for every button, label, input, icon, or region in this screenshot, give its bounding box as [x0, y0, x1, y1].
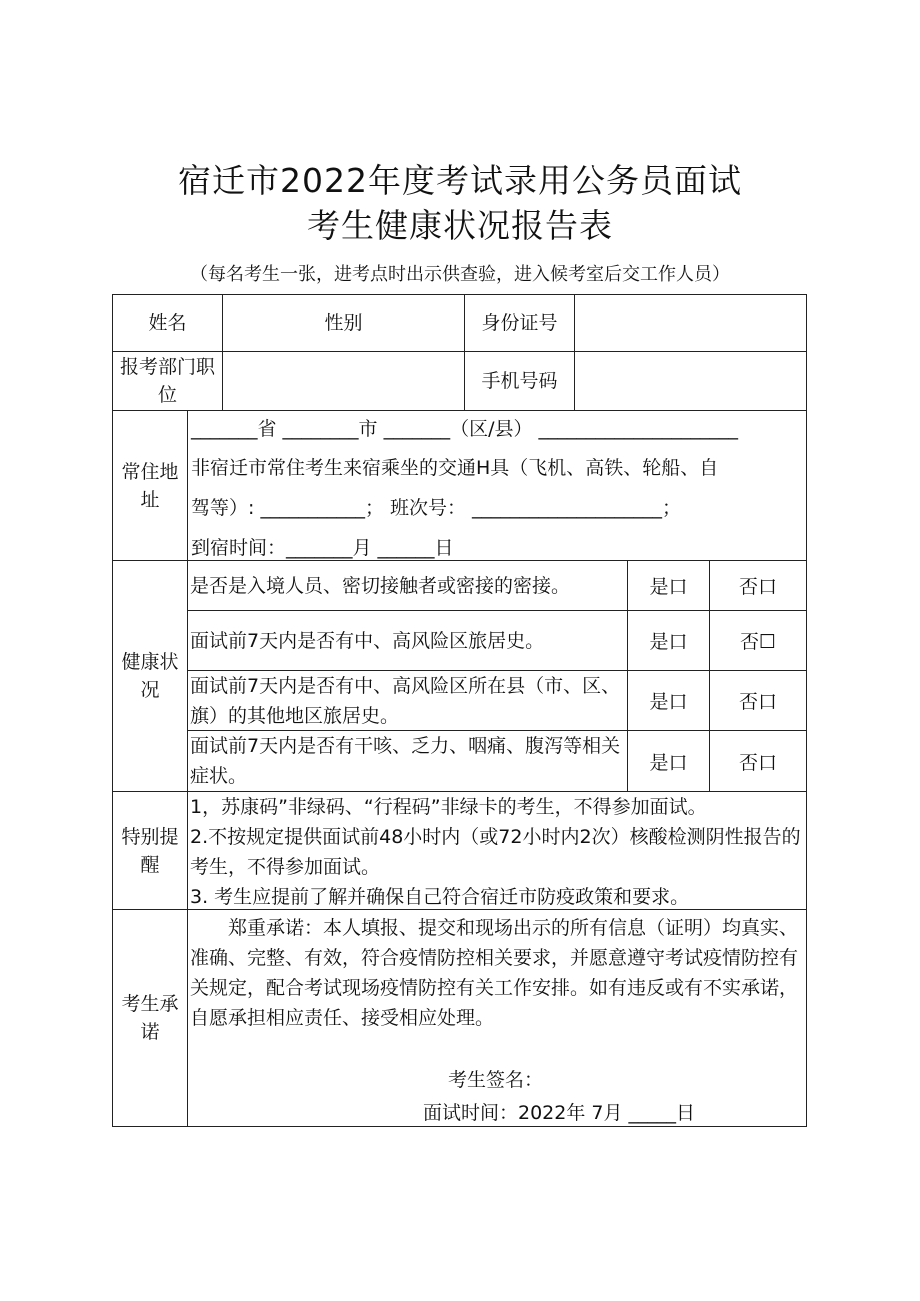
- promise-label: 考生承诺: [112, 909, 188, 1127]
- dept-position-field[interactable]: [222, 351, 465, 411]
- health-question-2: 面试前7天内是否有中、高风险区旅居史。: [187, 610, 628, 671]
- gender-label: 性别: [222, 294, 465, 352]
- health-q1-yes-checkbox[interactable]: 是口: [627, 560, 710, 611]
- page-title-line2: 考生健康状况报告表: [307, 206, 613, 245]
- health-question-3: 面试前7天内是否有中、高风险区所在县（市、区、旗）的其他地区旅居史。: [187, 670, 628, 731]
- name-label: 姓名: [112, 294, 223, 352]
- health-q2-yes-checkbox[interactable]: 是口: [627, 610, 710, 671]
- promise-section: [187, 909, 807, 1127]
- phone-label: 手机号码: [464, 351, 575, 411]
- id-number-field[interactable]: [574, 294, 807, 352]
- phone-field[interactable]: [574, 351, 807, 411]
- special-reminder-item-1: 1，苏康码”非绿码、“行程码”非绿卡的考生，不得参加面试。: [190, 796, 707, 818]
- signature-label: 考生签名：: [448, 1069, 544, 1091]
- page-title-line1: 宿迁市2022年度考试录用公务员面试: [178, 161, 742, 200]
- health-q2-no-checkbox[interactable]: 否☐: [709, 610, 807, 671]
- health-question-4: 面试前7天内是否有干咳、乏力、咽痛、腹泻等相关症状。: [187, 730, 628, 792]
- health-q1-no-checkbox[interactable]: 否口: [709, 560, 807, 611]
- special-reminder-item-3: 3. 考生应提前了解并确保自己符合宿迁市防疫政策和要求。: [190, 886, 690, 908]
- promise-text: 郑重承诺：本人填报、提交和现场出示的所有信息（证明）均真实、准确、完整、有效，符合疫情防控相关要求，并愿意遵守考试疫情防控有关规定，配合考试现场疫情防控有关工作安排。如有违反或有不实承诺，自愿承担相应责任、接受相应处理。: [190, 917, 799, 1029]
- special-reminder-item-2: 2.不按规定提供面试前48小时内（或72小时内2次）核酸检测阴性报告的考生，不得参加面试。: [190, 826, 801, 878]
- page-subtitle: （每名考生一张，进考点时出示供查验，进入候考室后交工作人员）: [190, 264, 730, 285]
- health-label: 健康状况: [112, 560, 188, 792]
- id-number-label: 身份证号: [464, 294, 575, 352]
- address-label: 常住地址: [112, 410, 188, 561]
- interview-date-text[interactable]: 面试时间：2022年 7月 _____日: [423, 1102, 696, 1124]
- address-line-1[interactable]: _______省 ________市 _______（区/县） _____________________: [191, 418, 739, 440]
- health-q3-yes-checkbox[interactable]: 是口: [627, 670, 710, 731]
- dept-position-label: 报考部门职位: [112, 351, 223, 411]
- health-q4-yes-checkbox[interactable]: 是口: [627, 730, 710, 792]
- address-section: [187, 410, 807, 561]
- special-reminder-section: [187, 791, 807, 910]
- special-reminder-label: 特别提醒: [112, 791, 188, 910]
- health-q3-no-checkbox[interactable]: 否口: [709, 670, 807, 731]
- health-q4-no-checkbox[interactable]: 否口: [709, 730, 807, 792]
- health-question-1: 是否是入境人员、密切接触者或密接的密接。: [187, 560, 628, 611]
- address-line-3[interactable]: 驾等）: ___________； 班次号： ____________________；: [191, 497, 682, 519]
- address-line-2: 非宿迁市常住考生来宿乘坐的交通H具（飞机、高铁、轮船、自: [191, 457, 719, 479]
- address-line-4[interactable]: 到宿时间：_______月 ______日: [191, 537, 454, 559]
